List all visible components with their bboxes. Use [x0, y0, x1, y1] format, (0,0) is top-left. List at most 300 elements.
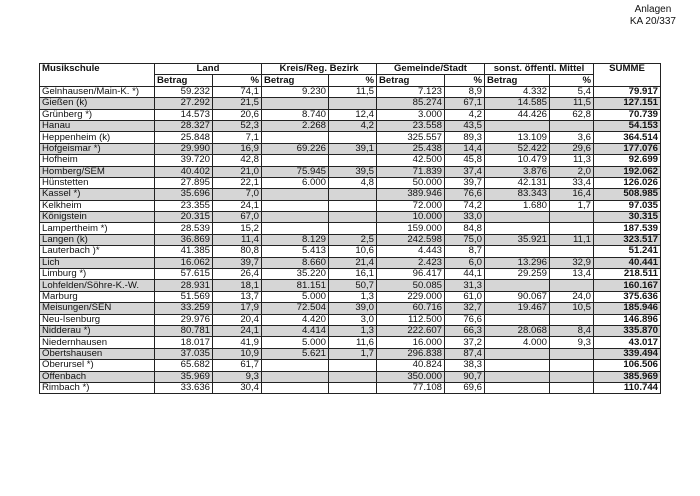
- land-pct: 10,9: [213, 348, 262, 359]
- table-row: [40, 371, 661, 382]
- gemeinde-pct: 8,9: [445, 86, 485, 97]
- gemeinde-pct: 37,2: [445, 337, 485, 348]
- col-musikschule: Musikschule: [40, 64, 155, 87]
- land-betrag: 27.292: [155, 98, 213, 109]
- school-name: Königstein: [40, 212, 155, 223]
- gemeinde-pct: 84,8: [445, 223, 485, 234]
- kreis-betrag: 8.129: [262, 234, 329, 245]
- summe-value: 110.744: [594, 382, 661, 393]
- gemeinde-pct: 8,7: [445, 246, 485, 257]
- kreis-pct: 39,0: [329, 303, 377, 314]
- kreis-pct: 1,3: [329, 325, 377, 336]
- summe-value: 106.506: [594, 360, 661, 371]
- sonst-pct: 13,4: [550, 269, 594, 280]
- table-row: [40, 166, 661, 177]
- land-pct: 80,8: [213, 246, 262, 257]
- table-row: [40, 291, 661, 302]
- kreis-pct: [329, 360, 377, 371]
- table-row: [40, 177, 661, 188]
- kreis-betrag: 5.000: [262, 337, 329, 348]
- land-betrag: 80.781: [155, 325, 213, 336]
- gemeinde-pct: 33,0: [445, 212, 485, 223]
- land-betrag: 28.931: [155, 280, 213, 291]
- kreis-pct: [329, 132, 377, 143]
- sonst-pct: 32,9: [550, 257, 594, 268]
- school-name: Hanau: [40, 120, 155, 131]
- sub-kreis-betrag: Betrag: [262, 75, 329, 86]
- table-row: [40, 325, 661, 336]
- land-betrag: 41.385: [155, 246, 213, 257]
- land-betrag: 14.573: [155, 109, 213, 120]
- school-name: Obertshausen: [40, 348, 155, 359]
- sonst-betrag: [485, 314, 550, 325]
- summe-value: 508.985: [594, 189, 661, 200]
- gemeinde-pct: 38,3: [445, 360, 485, 371]
- land-pct: 26,4: [213, 269, 262, 280]
- land-pct: 21,0: [213, 166, 262, 177]
- sub-sonst-pct: %: [550, 75, 594, 86]
- kreis-betrag: 72.504: [262, 303, 329, 314]
- land-betrag: 27.895: [155, 177, 213, 188]
- land-betrag: 65.682: [155, 360, 213, 371]
- table-row: [40, 382, 661, 393]
- summe-value: 385.969: [594, 371, 661, 382]
- sonst-betrag: 3.876: [485, 166, 550, 177]
- land-betrag: 29.976: [155, 314, 213, 325]
- sonst-pct: 2,0: [550, 166, 594, 177]
- summe-value: 375.636: [594, 291, 661, 302]
- gemeinde-pct: 76,6: [445, 189, 485, 200]
- sonst-betrag: 10.479: [485, 155, 550, 166]
- sonst-betrag: 1.680: [485, 200, 550, 211]
- land-betrag: 39.720: [155, 155, 213, 166]
- land-pct: 22,1: [213, 177, 262, 188]
- sonst-betrag: 29.259: [485, 269, 550, 280]
- school-name: Marburg: [40, 291, 155, 302]
- land-betrag: 35.696: [155, 189, 213, 200]
- school-name: Lich: [40, 257, 155, 268]
- table-row: [40, 348, 661, 359]
- gemeinde-betrag: 325.557: [377, 132, 445, 143]
- sonst-betrag: 52.422: [485, 143, 550, 154]
- gemeinde-betrag: 25.438: [377, 143, 445, 154]
- land-pct: 9,3: [213, 371, 262, 382]
- school-name: Nidderau *): [40, 325, 155, 336]
- gemeinde-betrag: 23.558: [377, 120, 445, 131]
- school-name: Heppenheim (k): [40, 132, 155, 143]
- table-row: [40, 189, 661, 200]
- land-betrag: 33.636: [155, 382, 213, 393]
- sonst-betrag: 90.067: [485, 291, 550, 302]
- gemeinde-pct: 61,0: [445, 291, 485, 302]
- gemeinde-pct: 37,4: [445, 166, 485, 177]
- sonst-pct: 16,4: [550, 189, 594, 200]
- sonst-betrag: [485, 348, 550, 359]
- summe-value: 160.167: [594, 280, 661, 291]
- sonst-pct: [550, 246, 594, 257]
- kreis-pct: 3,0: [329, 314, 377, 325]
- land-betrag: 57.615: [155, 269, 213, 280]
- sonst-pct: 33,4: [550, 177, 594, 188]
- kreis-pct: 10,6: [329, 246, 377, 257]
- land-pct: 41,9: [213, 337, 262, 348]
- summe-value: 335.870: [594, 325, 661, 336]
- sonst-betrag: 35.921: [485, 234, 550, 245]
- gemeinde-betrag: 16.000: [377, 337, 445, 348]
- kreis-betrag: 5.413: [262, 246, 329, 257]
- kreis-pct: [329, 200, 377, 211]
- kreis-pct: 39,5: [329, 166, 377, 177]
- table-row: [40, 234, 661, 245]
- school-name: Limburg *): [40, 269, 155, 280]
- table-row: [40, 98, 661, 109]
- land-pct: 20,6: [213, 109, 262, 120]
- sonst-betrag: [485, 120, 550, 131]
- land-betrag: 40.402: [155, 166, 213, 177]
- summe-value: 127.151: [594, 98, 661, 109]
- gemeinde-pct: 32,7: [445, 303, 485, 314]
- kreis-betrag: 2.268: [262, 120, 329, 131]
- school-name: Rimbach *): [40, 382, 155, 393]
- gemeinde-betrag: 71.839: [377, 166, 445, 177]
- gemeinde-betrag: 389.946: [377, 189, 445, 200]
- kreis-pct: 1,3: [329, 291, 377, 302]
- land-pct: 20,4: [213, 314, 262, 325]
- summe-value: 92.699: [594, 155, 661, 166]
- summe-value: 43.017: [594, 337, 661, 348]
- school-name: Niedernhausen: [40, 337, 155, 348]
- kreis-pct: 2,5: [329, 234, 377, 245]
- summe-value: 218.511: [594, 269, 661, 280]
- summe-value: 185.946: [594, 303, 661, 314]
- kreis-betrag: [262, 212, 329, 223]
- sonst-betrag: 28.068: [485, 325, 550, 336]
- sonst-pct: 1,7: [550, 200, 594, 211]
- sonst-pct: [550, 371, 594, 382]
- gemeinde-betrag: 2.423: [377, 257, 445, 268]
- summe-value: 70.739: [594, 109, 661, 120]
- sonst-betrag: [485, 212, 550, 223]
- gemeinde-pct: 14,4: [445, 143, 485, 154]
- table-row: [40, 337, 661, 348]
- gemeinde-pct: 76,6: [445, 314, 485, 325]
- land-pct: 15,2: [213, 223, 262, 234]
- gemeinde-betrag: 10.000: [377, 212, 445, 223]
- gemeinde-pct: 66,3: [445, 325, 485, 336]
- gemeinde-pct: 69,6: [445, 382, 485, 393]
- gemeinde-pct: 90,7: [445, 371, 485, 382]
- gemeinde-betrag: 72.000: [377, 200, 445, 211]
- gemeinde-pct: 75,0: [445, 234, 485, 245]
- kreis-pct: 16,1: [329, 269, 377, 280]
- kreis-pct: 4,8: [329, 177, 377, 188]
- kreis-betrag: [262, 223, 329, 234]
- funding-table: [39, 63, 661, 394]
- kreis-betrag: [262, 189, 329, 200]
- table-row: [40, 246, 661, 257]
- gemeinde-betrag: 3.000: [377, 109, 445, 120]
- kreis-betrag: 4.420: [262, 314, 329, 325]
- gemeinde-betrag: 4.443: [377, 246, 445, 257]
- kreis-pct: [329, 212, 377, 223]
- kreis-betrag: [262, 200, 329, 211]
- ka-number: KA 20/337: [629, 16, 676, 27]
- sub-sonst-betrag: Betrag: [485, 75, 550, 86]
- school-name: Oberursel *): [40, 360, 155, 371]
- table-row: [40, 200, 661, 211]
- col-summe: SUMME: [594, 64, 661, 87]
- gemeinde-betrag: 60.716: [377, 303, 445, 314]
- sonst-pct: 10,5: [550, 303, 594, 314]
- sub-gemeinde-pct: %: [445, 75, 485, 86]
- anlagen-label: Anlagen: [634, 4, 672, 15]
- school-name: Hofheim: [40, 155, 155, 166]
- sonst-pct: 9,3: [550, 337, 594, 348]
- kreis-pct: 12,4: [329, 109, 377, 120]
- school-name: Grünberg *): [40, 109, 155, 120]
- kreis-pct: 21,4: [329, 257, 377, 268]
- kreis-betrag: 4.414: [262, 325, 329, 336]
- sonst-betrag: 83.343: [485, 189, 550, 200]
- sonst-betrag: [485, 371, 550, 382]
- land-betrag: 16.062: [155, 257, 213, 268]
- school-name: Gießen (k): [40, 98, 155, 109]
- gemeinde-betrag: 40.824: [377, 360, 445, 371]
- land-pct: 11,4: [213, 234, 262, 245]
- table-row: [40, 257, 661, 268]
- table-row: [40, 143, 661, 154]
- land-pct: 30,4: [213, 382, 262, 393]
- school-name: Neu-Isenburg: [40, 314, 155, 325]
- school-name: Hofgeismar *): [40, 143, 155, 154]
- table-body: [40, 86, 661, 394]
- gemeinde-betrag: 77.108: [377, 382, 445, 393]
- school-name: Meisungen/SEN: [40, 303, 155, 314]
- sonst-pct: [550, 360, 594, 371]
- land-pct: 13,7: [213, 291, 262, 302]
- land-betrag: 20.315: [155, 212, 213, 223]
- gemeinde-betrag: 350.000: [377, 371, 445, 382]
- summe-value: 146.896: [594, 314, 661, 325]
- kreis-betrag: [262, 132, 329, 143]
- sonst-betrag: 44.426: [485, 109, 550, 120]
- sonst-pct: [550, 382, 594, 393]
- sonst-betrag: 4.000: [485, 337, 550, 348]
- sonst-pct: [550, 280, 594, 291]
- gemeinde-betrag: 159.000: [377, 223, 445, 234]
- kreis-betrag: 9.230: [262, 86, 329, 97]
- sonst-betrag: 13.296: [485, 257, 550, 268]
- sonst-betrag: 42.131: [485, 177, 550, 188]
- gemeinde-pct: 31,3: [445, 280, 485, 291]
- land-pct: 21,5: [213, 98, 262, 109]
- gemeinde-betrag: 96.417: [377, 269, 445, 280]
- land-pct: 24,1: [213, 325, 262, 336]
- kreis-pct: [329, 223, 377, 234]
- table-row: [40, 314, 661, 325]
- table-row: [40, 303, 661, 314]
- summe-value: 97.035: [594, 200, 661, 211]
- gemeinde-pct: 6,0: [445, 257, 485, 268]
- summe-value: 177.076: [594, 143, 661, 154]
- col-sonst: sonst. öffentl. Mittel: [485, 64, 594, 75]
- school-name: Lauterbach )*: [40, 246, 155, 257]
- school-name: Kelkheim: [40, 200, 155, 211]
- sub-kreis-pct: %: [329, 75, 377, 86]
- land-pct: 7,1: [213, 132, 262, 143]
- sonst-pct: 62,8: [550, 109, 594, 120]
- school-name: Gelnhausen/Main-K. *): [40, 86, 155, 97]
- table-row: [40, 155, 661, 166]
- sonst-pct: [550, 120, 594, 131]
- summe-value: 339.494: [594, 348, 661, 359]
- gemeinde-betrag: 242.598: [377, 234, 445, 245]
- gemeinde-betrag: 42.500: [377, 155, 445, 166]
- gemeinde-pct: 89,3: [445, 132, 485, 143]
- kreis-pct: [329, 371, 377, 382]
- table-row: [40, 212, 661, 223]
- land-betrag: 25.848: [155, 132, 213, 143]
- kreis-pct: [329, 98, 377, 109]
- gemeinde-betrag: 7.123: [377, 86, 445, 97]
- summe-value: 192.062: [594, 166, 661, 177]
- kreis-pct: 50,7: [329, 280, 377, 291]
- sonst-pct: 5,4: [550, 86, 594, 97]
- sub-land-betrag: Betrag: [155, 75, 213, 86]
- kreis-betrag: 6.000: [262, 177, 329, 188]
- land-pct: 74,1: [213, 86, 262, 97]
- sonst-betrag: [485, 246, 550, 257]
- sub-gemeinde-betrag: Betrag: [377, 75, 445, 86]
- land-betrag: 18.017: [155, 337, 213, 348]
- gemeinde-betrag: 85.274: [377, 98, 445, 109]
- gemeinde-pct: 87,4: [445, 348, 485, 359]
- table-row: [40, 280, 661, 291]
- sonst-pct: 24,0: [550, 291, 594, 302]
- kreis-betrag: [262, 155, 329, 166]
- kreis-betrag: 35.220: [262, 269, 329, 280]
- summe-value: 323.517: [594, 234, 661, 245]
- gemeinde-betrag: 112.500: [377, 314, 445, 325]
- sonst-pct: 3,6: [550, 132, 594, 143]
- summe-value: 51.241: [594, 246, 661, 257]
- kreis-betrag: 5.621: [262, 348, 329, 359]
- summe-value: 30.315: [594, 212, 661, 223]
- kreis-betrag: 8.660: [262, 257, 329, 268]
- summe-value: 79.917: [594, 86, 661, 97]
- land-pct: 39,7: [213, 257, 262, 268]
- land-betrag: 28.539: [155, 223, 213, 234]
- gemeinde-pct: 4,2: [445, 109, 485, 120]
- sonst-betrag: [485, 360, 550, 371]
- gemeinde-betrag: 50.000: [377, 177, 445, 188]
- land-pct: 24,1: [213, 200, 262, 211]
- header-row-groups: [40, 64, 661, 75]
- land-betrag: 51.569: [155, 291, 213, 302]
- kreis-pct: 11,6: [329, 337, 377, 348]
- land-pct: 17,9: [213, 303, 262, 314]
- sonst-pct: [550, 212, 594, 223]
- school-name: Kassel *): [40, 189, 155, 200]
- document-reference: [630, 4, 676, 28]
- col-land: Land: [155, 64, 262, 75]
- sonst-betrag: 14.585: [485, 98, 550, 109]
- col-gemeinde: Gemeinde/Stadt: [377, 64, 485, 75]
- sonst-pct: [550, 348, 594, 359]
- school-name: Lampertheim *): [40, 223, 155, 234]
- sonst-betrag: 19.467: [485, 303, 550, 314]
- land-betrag: 37.035: [155, 348, 213, 359]
- kreis-pct: 4,2: [329, 120, 377, 131]
- school-name: Hünstetten: [40, 177, 155, 188]
- summe-value: 126.026: [594, 177, 661, 188]
- table-row: [40, 132, 661, 143]
- land-betrag: 33.259: [155, 303, 213, 314]
- land-betrag: 36.869: [155, 234, 213, 245]
- gemeinde-pct: 44,1: [445, 269, 485, 280]
- land-pct: 61,7: [213, 360, 262, 371]
- land-betrag: 35.969: [155, 371, 213, 382]
- kreis-pct: [329, 155, 377, 166]
- kreis-betrag: [262, 382, 329, 393]
- sub-land-pct: %: [213, 75, 262, 86]
- land-pct: 67,0: [213, 212, 262, 223]
- sonst-pct: 8,4: [550, 325, 594, 336]
- kreis-betrag: 8.740: [262, 109, 329, 120]
- kreis-pct: [329, 189, 377, 200]
- summe-value: 187.539: [594, 223, 661, 234]
- gemeinde-betrag: 50.085: [377, 280, 445, 291]
- sonst-betrag: 4.332: [485, 86, 550, 97]
- school-name: Lohfelden/Söhre-K.-W.: [40, 280, 155, 291]
- land-betrag: 28.327: [155, 120, 213, 131]
- gemeinde-pct: 43,5: [445, 120, 485, 131]
- gemeinde-pct: 39,7: [445, 177, 485, 188]
- land-pct: 7,0: [213, 189, 262, 200]
- table-row: [40, 86, 661, 97]
- land-pct: 42,8: [213, 155, 262, 166]
- sonst-pct: 11,3: [550, 155, 594, 166]
- land-pct: 52,3: [213, 120, 262, 131]
- kreis-betrag: [262, 371, 329, 382]
- kreis-pct: 11,5: [329, 86, 377, 97]
- kreis-betrag: [262, 360, 329, 371]
- kreis-pct: [329, 382, 377, 393]
- gemeinde-pct: 67,1: [445, 98, 485, 109]
- sonst-betrag: [485, 223, 550, 234]
- gemeinde-betrag: 296.838: [377, 348, 445, 359]
- kreis-betrag: 81.151: [262, 280, 329, 291]
- sonst-pct: [550, 314, 594, 325]
- kreis-betrag: [262, 98, 329, 109]
- land-betrag: 29.990: [155, 143, 213, 154]
- table-row: [40, 109, 661, 120]
- land-pct: 16,9: [213, 143, 262, 154]
- summe-value: 364.514: [594, 132, 661, 143]
- land-pct: 18,1: [213, 280, 262, 291]
- land-betrag: 23.355: [155, 200, 213, 211]
- gemeinde-betrag: 222.607: [377, 325, 445, 336]
- table-row: [40, 360, 661, 371]
- table-row: [40, 120, 661, 131]
- kreis-betrag: 69.226: [262, 143, 329, 154]
- sonst-betrag: 13.109: [485, 132, 550, 143]
- kreis-pct: 39,1: [329, 143, 377, 154]
- table-row: [40, 223, 661, 234]
- kreis-betrag: 75.945: [262, 166, 329, 177]
- gemeinde-pct: 74,2: [445, 200, 485, 211]
- gemeinde-betrag: 229.000: [377, 291, 445, 302]
